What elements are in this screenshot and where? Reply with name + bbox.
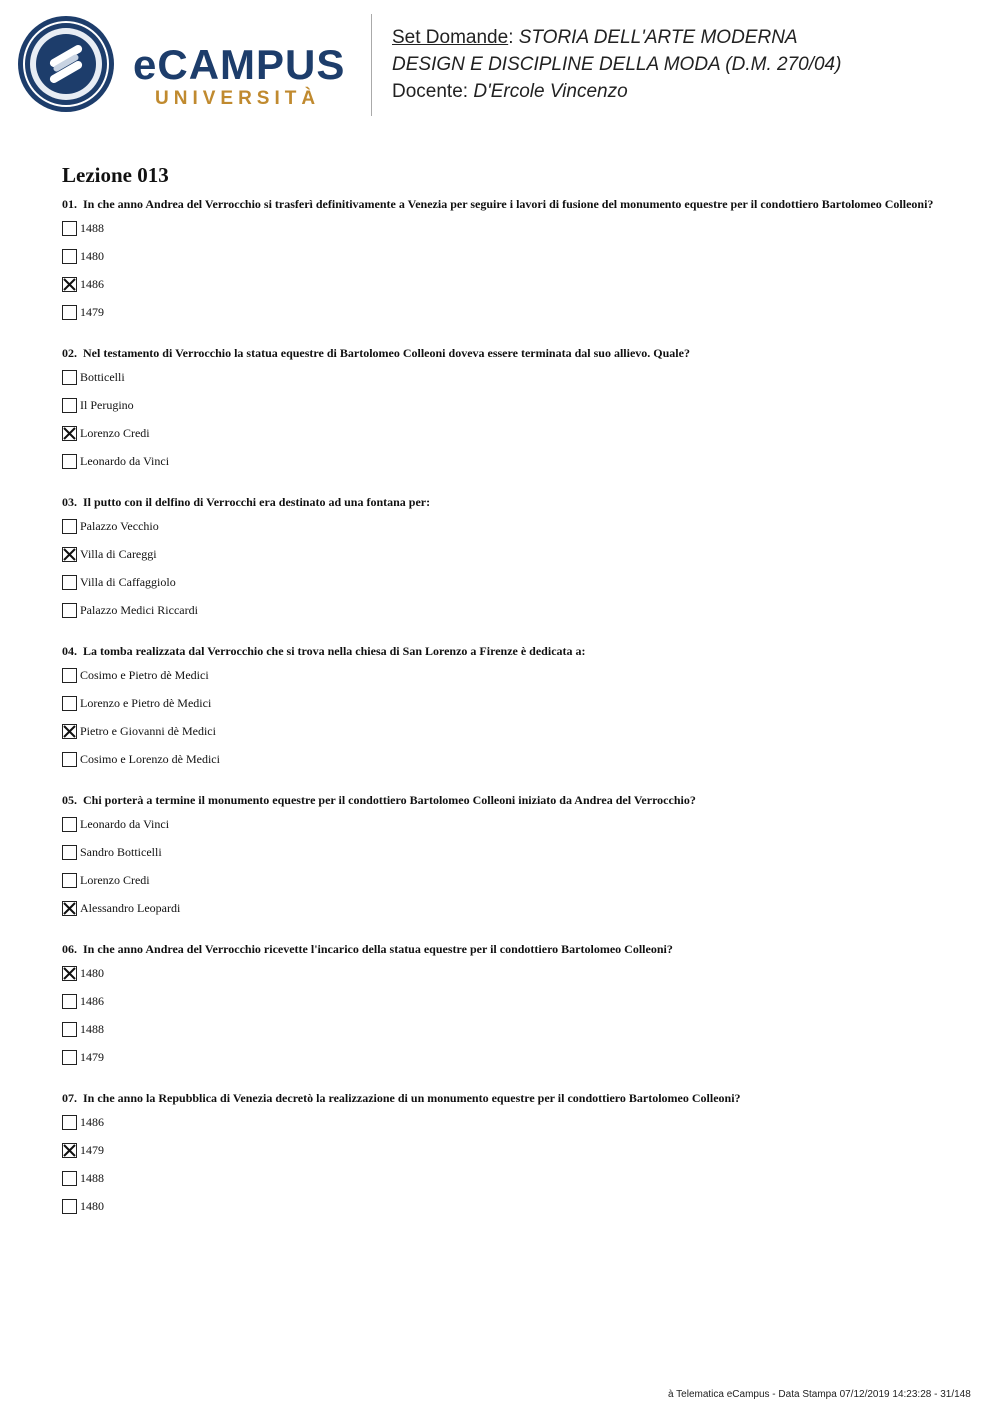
answer-label: Pietro e Giovanni dè Medici — [80, 724, 216, 738]
answer-label: Cosimo e Pietro dè Medici — [80, 668, 209, 682]
answer-option[interactable] — [62, 453, 942, 481]
answer-option[interactable] — [62, 546, 942, 574]
answer-checkbox[interactable] — [62, 575, 77, 590]
question-item — [62, 943, 942, 1077]
answer-checkbox[interactable] — [62, 519, 77, 534]
answer-label: Lorenzo Credi — [80, 873, 150, 887]
answer-checkbox[interactable] — [62, 221, 77, 236]
question-text — [62, 645, 942, 658]
answer-label: 1479 — [80, 1143, 104, 1157]
question-text — [62, 1092, 942, 1105]
answer-option[interactable] — [62, 695, 942, 723]
answer-checkbox-checked[interactable] — [62, 426, 77, 441]
answer-label: Palazzo Vecchio — [80, 519, 159, 533]
check-cross-icon — [63, 427, 76, 440]
question-text — [62, 496, 942, 509]
answer-label: Lorenzo e Pietro dè Medici — [80, 696, 212, 710]
answer-label: 1480 — [80, 966, 104, 980]
check-cross-icon — [63, 1144, 76, 1157]
page-header — [0, 0, 1000, 130]
question-text — [62, 198, 942, 211]
answer-option[interactable] — [62, 723, 942, 751]
logo-main-text: eCAMPUS — [133, 41, 346, 88]
check-cross-icon — [63, 725, 76, 738]
answer-label: 1480 — [80, 1199, 104, 1213]
answer-checkbox[interactable] — [62, 370, 77, 385]
question-item — [62, 794, 942, 928]
answer-checkbox[interactable] — [62, 305, 77, 320]
question-number: 02. — [62, 346, 77, 360]
answer-option[interactable] — [62, 369, 942, 397]
answer-option[interactable] — [62, 993, 942, 1021]
answer-label: Sandro Botticelli — [80, 845, 162, 859]
answer-label: Palazzo Medici Riccardi — [80, 603, 198, 617]
answer-checkbox[interactable] — [62, 1115, 77, 1130]
answer-label: Botticelli — [80, 370, 125, 384]
answer-option[interactable] — [62, 751, 942, 779]
answer-label: Leonardo da Vinci — [80, 817, 170, 831]
course-title-line: Set Domande: STORIA DELL'ARTE MODERNA — [392, 27, 798, 48]
logo-sub-text: UNIVERSITÀ — [155, 88, 321, 109]
answer-checkbox[interactable] — [62, 845, 77, 860]
answer-option[interactable] — [62, 304, 942, 332]
answer-option[interactable] — [62, 872, 942, 900]
question-body: La tomba realizzata dal Verrocchio che si trova nella chiesa di San Lorenzo a Firenze è dedicata a: — [83, 644, 586, 658]
set-label: Set Domande — [392, 27, 509, 48]
answer-checkbox-checked[interactable] — [62, 724, 77, 739]
ecampus-wordmark — [133, 42, 355, 112]
header-divider — [371, 14, 372, 116]
lesson-title: Lezione 013 — [62, 163, 169, 187]
answer-label: Alessandro Leopardi — [80, 901, 181, 915]
question-text — [62, 794, 942, 807]
answer-checkbox[interactable] — [62, 994, 77, 1009]
question-number: 03. — [62, 495, 77, 509]
answer-option[interactable] — [62, 574, 942, 602]
answer-checkbox-checked[interactable] — [62, 1143, 77, 1158]
answer-checkbox[interactable] — [62, 1199, 77, 1214]
check-cross-icon — [63, 902, 76, 915]
question-text — [62, 943, 942, 956]
answer-label: Lorenzo Credi — [80, 426, 150, 440]
answer-checkbox[interactable] — [62, 668, 77, 683]
answer-label: 1486 — [80, 1115, 104, 1129]
answer-label: 1479 — [80, 305, 104, 319]
answer-option[interactable] — [62, 844, 942, 872]
check-cross-icon — [63, 967, 76, 980]
answer-option[interactable] — [62, 1049, 942, 1077]
answer-option[interactable] — [62, 1114, 942, 1142]
answer-checkbox-checked[interactable] — [62, 547, 77, 562]
question-item — [62, 645, 942, 779]
answer-option[interactable] — [62, 900, 942, 928]
question-body: Chi porterà a termine il monumento equestre per il condottiero Bartolomeo Colleoni iniziato da Andrea del Verrocchio? — [83, 793, 696, 807]
answer-label: Villa di Caffaggiolo — [80, 575, 176, 589]
question-body: In che anno la Repubblica di Venezia decretò la realizzazione di un monumento equestre per il condottiero Bartolomeo Colleoni? — [83, 1091, 741, 1105]
question-body: Nel testamento di Verrocchio la statua equestre di Bartolomeo Colleoni doveva essere terminata dal suo allievo. Quale? — [83, 346, 690, 360]
answer-option[interactable] — [62, 220, 942, 248]
question-set — [62, 162, 942, 1241]
university-seal-logo — [16, 14, 116, 114]
course-name: STORIA DELL'ARTE MODERNA — [518, 27, 798, 48]
answer-checkbox[interactable] — [62, 1050, 77, 1065]
answer-label: Il Perugino — [80, 398, 134, 412]
question-number: 07. — [62, 1091, 77, 1105]
question-item — [62, 496, 942, 630]
question-number: 01. — [62, 197, 77, 211]
answer-option[interactable] — [62, 397, 942, 425]
answer-label: 1486 — [80, 994, 104, 1008]
answer-checkbox[interactable] — [62, 696, 77, 711]
answer-checkbox[interactable] — [62, 873, 77, 888]
question-number: 04. — [62, 644, 77, 658]
answer-checkbox[interactable] — [62, 454, 77, 469]
answer-checkbox[interactable] — [62, 1022, 77, 1037]
question-body: Il putto con il delfino di Verrocchi era destinato ad una fontana per: — [83, 495, 431, 509]
answer-option[interactable] — [62, 965, 942, 993]
answer-checkbox-checked[interactable] — [62, 277, 77, 292]
teacher-line: Docente: D'Ercole Vincenzo — [392, 81, 628, 102]
question-item — [62, 198, 942, 332]
print-footer: à Telematica eCampus - Data Stampa 07/12/2019 14:23:28 - 31/148 — [668, 1389, 971, 1400]
question-number: 05. — [62, 793, 77, 807]
answer-label: 1488 — [80, 1022, 104, 1036]
answer-checkbox[interactable] — [62, 603, 77, 618]
answer-option[interactable] — [62, 276, 942, 304]
answer-checkbox[interactable] — [62, 249, 77, 264]
teacher-name: D'Ercole Vincenzo — [473, 81, 628, 102]
answer-checkbox[interactable] — [62, 1171, 77, 1186]
answer-label: 1488 — [80, 221, 104, 235]
answer-checkbox-checked[interactable] — [62, 901, 77, 916]
teacher-label: Docente — [392, 81, 463, 102]
answer-option[interactable] — [62, 518, 942, 546]
answer-label: Leonardo da Vinci — [80, 454, 170, 468]
check-cross-icon — [63, 548, 76, 561]
answer-option[interactable] — [62, 1142, 942, 1170]
answer-label: Cosimo e Lorenzo dè Medici — [80, 752, 220, 766]
answer-label: 1479 — [80, 1050, 104, 1064]
answer-label: Villa di Careggi — [80, 547, 157, 561]
check-cross-icon — [63, 278, 76, 291]
question-text — [62, 347, 942, 360]
answer-checkbox[interactable] — [62, 817, 77, 832]
answer-option[interactable] — [62, 602, 942, 630]
question-item — [62, 347, 942, 481]
answer-option[interactable] — [62, 248, 942, 276]
question-body: In che anno Andrea del Verrocchio si trasferì definitivamente a Venezia per seguire i lavori di fusione del monumento equestre per il condottiero Bartolomeo Colleoni? — [83, 197, 934, 211]
answer-checkbox[interactable] — [62, 752, 77, 767]
question-body: In che anno Andrea del Verrocchio ricevette l'incarico della statua equestre per il condottiero Bartolomeo Colleoni? — [83, 942, 673, 956]
answer-option[interactable] — [62, 1198, 942, 1226]
question-number: 06. — [62, 942, 77, 956]
course-info — [392, 24, 841, 105]
course-program: DESIGN E DISCIPLINE DELLA MODA (D.M. 270/04) — [392, 54, 842, 75]
answer-option[interactable] — [62, 425, 942, 453]
question-item — [62, 1092, 942, 1226]
answer-option[interactable] — [62, 1170, 942, 1198]
answer-label: 1488 — [80, 1171, 104, 1185]
answer-option[interactable] — [62, 1021, 942, 1049]
answer-checkbox-checked[interactable] — [62, 966, 77, 981]
question-list — [62, 198, 942, 1226]
course-program-line — [392, 51, 841, 78]
answer-checkbox[interactable] — [62, 398, 77, 413]
answer-option[interactable] — [62, 816, 942, 844]
answer-label: 1486 — [80, 277, 104, 291]
answer-option[interactable] — [62, 667, 942, 695]
answer-label: 1480 — [80, 249, 104, 263]
